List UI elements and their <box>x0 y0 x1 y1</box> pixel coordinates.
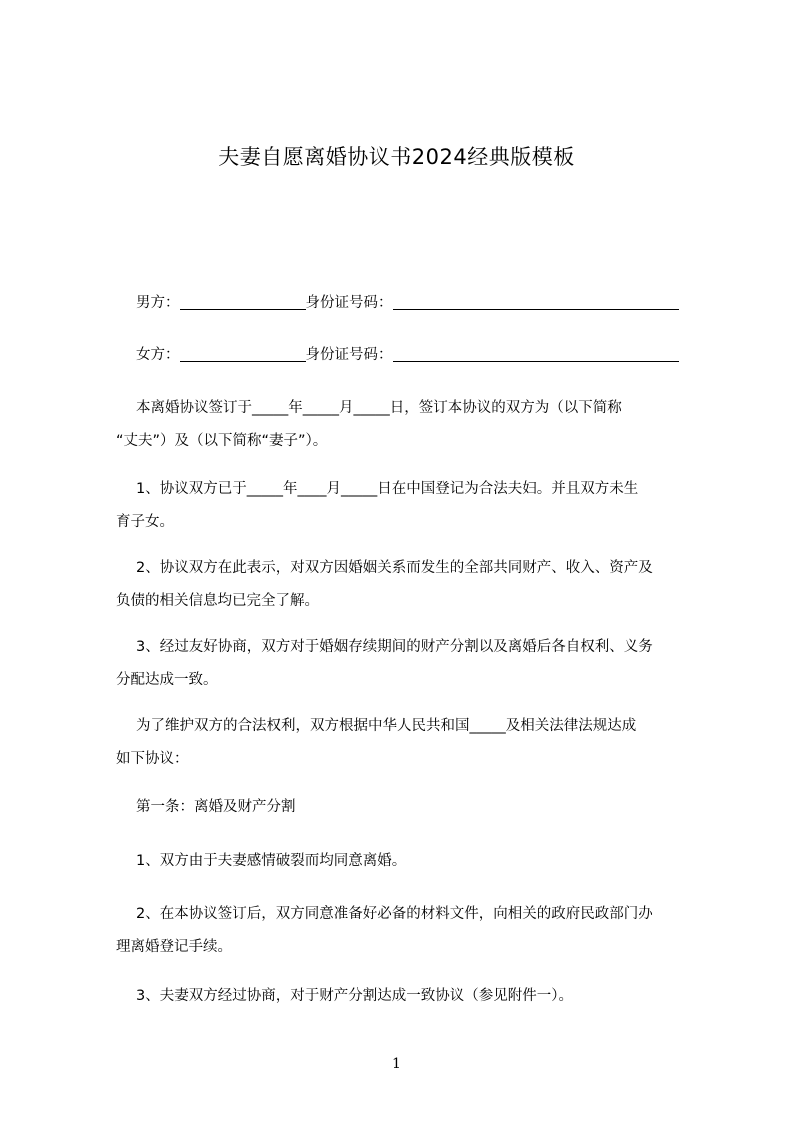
husband-id-blank[interactable] <box>393 291 679 310</box>
purpose-line-1: 为了维护双方的合法权利，双方根据中华人民共和国_____及相关法律法规达成 <box>136 718 637 734</box>
article-1-item-2-line-1: 2、在本协议签订后，双方同意准备好必备的材料文件，向相关的政府民政部门办 <box>136 906 653 922</box>
intro-line-1: 本离婚协议签订于_____年_____月_____日，签订本协议的双方为（以下简称 <box>136 400 622 416</box>
clause-3-line-1: 3、经过友好协商，双方对于婚姻存续期间的财产分割以及离婚后各自权利、义务 <box>136 639 653 655</box>
husband-id-label: 身份证号码： <box>305 295 393 311</box>
article-1-item-3: 3、夫妻双方经过协商，对于财产分割达成一致协议（参见附件一）。 <box>136 988 573 1004</box>
husband-name-blank[interactable] <box>180 291 306 310</box>
article-1-item-1: 1、双方由于夫妻感情破裂而均同意离婚。 <box>136 853 407 869</box>
clause-3-line-2: 分配达成一致。 <box>116 672 218 688</box>
wife-id-label: 身份证号码： <box>305 347 393 363</box>
page-number: 1 <box>392 1056 401 1072</box>
article-1-item-2 <box>116 898 708 964</box>
wife-name-blank[interactable] <box>180 343 306 362</box>
wife-row <box>136 343 679 367</box>
intro-line-2: “丈夫”）及（以下简称“妻子”）。 <box>116 433 328 449</box>
husband-row <box>136 291 679 315</box>
husband-label: 男方： <box>136 295 180 311</box>
purpose-paragraph <box>116 710 708 776</box>
clause-2-paragraph <box>116 552 708 618</box>
clause-2-line-2: 负债的相关信息均已完全了解。 <box>116 593 319 609</box>
article-1-heading: 第一条：离婚及财产分割 <box>136 799 296 815</box>
article-1-item-2-line-2: 理离婚登记手续。 <box>116 939 232 955</box>
clause-1-line-2: 育子女。 <box>116 514 174 530</box>
intro-paragraph <box>116 392 708 458</box>
clause-1-line-1: 1、协议双方已于_____年____月_____日在中国登记为合法夫妇。并且双方未生 <box>136 481 639 497</box>
clause-2-line-1: 2、协议双方在此表示，对双方因婚姻关系而发生的全部共同财产、收入、资产及 <box>136 560 653 576</box>
clause-1-paragraph <box>116 473 708 539</box>
document-title: 夫妻自愿离婚协议书2024经典版模板 <box>218 145 575 169</box>
purpose-line-2: 如下协议： <box>116 751 189 767</box>
wife-id-blank[interactable] <box>393 343 679 362</box>
wife-label: 女方： <box>136 347 180 363</box>
clause-3-paragraph <box>116 631 708 697</box>
